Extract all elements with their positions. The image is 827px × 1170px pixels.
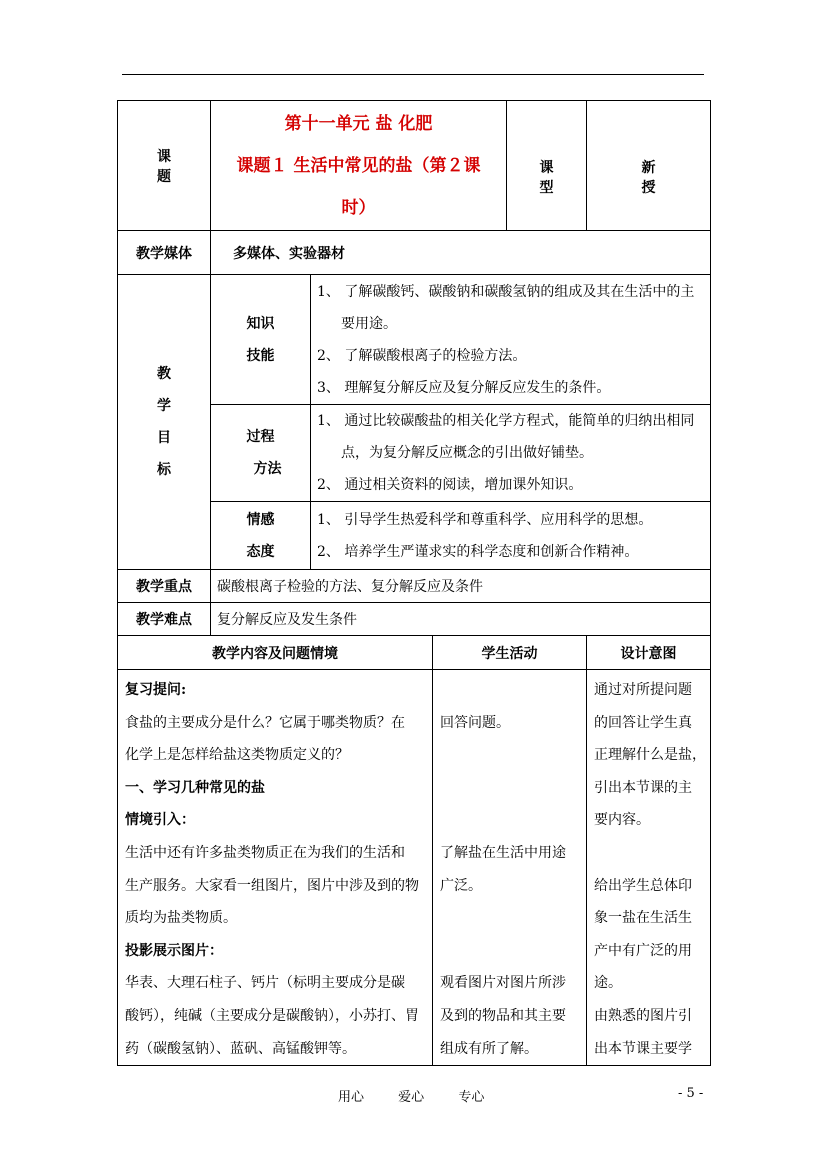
type-label: 课 型 xyxy=(507,101,587,231)
key-points-value: 碳酸根离子检验的方法、复分解反应及条件 xyxy=(211,570,711,603)
student-line xyxy=(433,804,586,837)
student-line xyxy=(433,739,586,772)
content-line: 化学上是怎样给盐这类物质定义的？ xyxy=(125,747,349,764)
content-line: 情境引入： xyxy=(125,812,195,829)
content-line: 复习提问: xyxy=(125,682,187,698)
design-line: 通过对所提问题 xyxy=(594,682,692,698)
title-line-3: 时） xyxy=(341,197,376,218)
process-item: 2、 通过相关资料的阅读，增加课外知识。 xyxy=(317,477,583,493)
student-line xyxy=(433,772,586,805)
objectives-label xyxy=(118,275,211,570)
knowledge-label xyxy=(211,275,311,405)
emotion-label xyxy=(211,502,311,570)
design-cell xyxy=(587,670,711,1066)
difficulty-label: 教学难点 xyxy=(118,603,211,636)
difficulty-value: 复分解反应及发生条件 xyxy=(211,603,711,636)
knowledge-items xyxy=(311,275,711,405)
content-line: 质均为盐类物质。 xyxy=(125,910,237,927)
content-line: 一、学习几种常见的盐 xyxy=(125,779,265,796)
process-item: 1、 通过比较碳酸盐的相关化学方程式，能简单的归纳出相同 xyxy=(317,413,695,429)
knowledge-item: 要用途。 xyxy=(341,315,397,332)
key-points-label: 教学重点 xyxy=(118,570,211,603)
student-line: 广泛。 xyxy=(440,877,482,894)
design-line: 给出学生总体印 xyxy=(594,877,692,894)
emotion-label-1: 情感 xyxy=(246,511,275,528)
motto-word: 用心 xyxy=(338,1090,365,1105)
footer-motto xyxy=(338,1086,514,1105)
knowledge-label-1: 知识 xyxy=(246,315,275,332)
col-header-student: 学生活动 xyxy=(433,636,587,670)
knowledge-item: 3、 理解复分解反应及复分解反应发生的条件。 xyxy=(317,379,611,396)
motto-word: 专心 xyxy=(458,1090,485,1105)
process-label-1: 过程 xyxy=(246,429,275,445)
objectives-char-2: 学 xyxy=(157,398,171,414)
lesson-title xyxy=(211,101,507,231)
design-line: 的回答让学生真 xyxy=(594,714,692,731)
content-cell xyxy=(118,670,433,1066)
student-line: 组成有所了解。 xyxy=(440,1040,538,1057)
student-line: 及到的物品和其主要 xyxy=(440,1007,566,1024)
content-line: 酸钙），纯碱（主要成分是碳酸钠），小苏打、胃 xyxy=(125,1007,419,1024)
knowledge-label-2: 技能 xyxy=(246,347,275,364)
emotion-item: 1、 引导学生热爱科学和尊重科学、应用科学的思想。 xyxy=(317,511,653,528)
objectives-char-1: 教 xyxy=(157,366,171,382)
process-item: 点，为复分解反应概念的引出做好铺垫。 xyxy=(341,445,593,461)
objectives-char-3: 目 xyxy=(157,430,171,446)
content-line: 生活中还有许多盐类物质正在为我们的生活和 xyxy=(125,844,405,861)
media-value: 多媒体、实验器材 xyxy=(211,231,711,275)
content-line: 药（碳酸氢钠）、蓝矾、高锰酸钾等。 xyxy=(125,1040,356,1057)
process-label-2: 方法 xyxy=(253,461,282,477)
knowledge-item: 2、 了解碳酸根离子的检验方法。 xyxy=(317,347,527,364)
course-label: 课 题 xyxy=(118,101,211,231)
media-label: 教学媒体 xyxy=(118,231,211,275)
process-items xyxy=(311,405,711,502)
design-line: 由熟悉的图片引 xyxy=(594,1007,692,1024)
student-line: 回答问题。 xyxy=(440,714,510,731)
design-line: 象一盐在生活生 xyxy=(594,910,692,927)
student-line xyxy=(433,935,586,968)
emotion-items xyxy=(311,502,711,570)
design-line: 正理解什么是盐， xyxy=(594,747,706,764)
student-cell xyxy=(433,670,587,1066)
knowledge-item: 1、 了解碳酸钙、碳酸钠和碳酸氢钠的组成及其在生活中的主 xyxy=(317,283,695,300)
student-line: 了解盐在生活中用途 xyxy=(440,844,566,861)
design-line: 要内容。 xyxy=(594,812,650,829)
content-line: 华表、大理石柱子、钙片（标明主要成分是碳 xyxy=(125,975,405,992)
design-line xyxy=(587,837,710,870)
emotion-item: 2、 培养学生严谨求实的科学态度和创新合作精神。 xyxy=(317,543,639,560)
content-line: 食盐的主要成分是什么？它属于哪类物质？在 xyxy=(125,714,405,731)
process-label xyxy=(211,405,311,502)
student-line xyxy=(433,674,586,707)
motto-word: 爱心 xyxy=(398,1090,425,1105)
page-number: - 5 - xyxy=(678,1086,704,1101)
design-line: 引出本节课的主 xyxy=(594,779,692,796)
title-line-2: 课题１ 生活中常见的盐（第２课 xyxy=(236,155,481,176)
student-line xyxy=(433,902,586,935)
content-line: 生产服务。大家看一组图片，图片中涉及到的物 xyxy=(125,877,419,894)
content-line: 投影展示图片： xyxy=(125,942,223,959)
design-line: 出本节课主要学 xyxy=(594,1040,692,1057)
emotion-label-2: 态度 xyxy=(246,543,275,560)
design-line: 产中有广泛的用 xyxy=(594,942,692,959)
type-value: 新 授 xyxy=(587,101,711,231)
student-line: 观看图片对图片所涉 xyxy=(440,975,566,992)
col-header-design: 设计意图 xyxy=(587,636,711,670)
col-header-content: 教学内容及问题情境 xyxy=(118,636,433,670)
objectives-char-4: 标 xyxy=(157,462,171,478)
design-line: 途。 xyxy=(594,975,622,992)
title-line-1: 第十一单元 盐 化肥 xyxy=(284,113,433,134)
header-rule xyxy=(122,74,704,75)
lesson-plan-table xyxy=(117,100,710,1061)
